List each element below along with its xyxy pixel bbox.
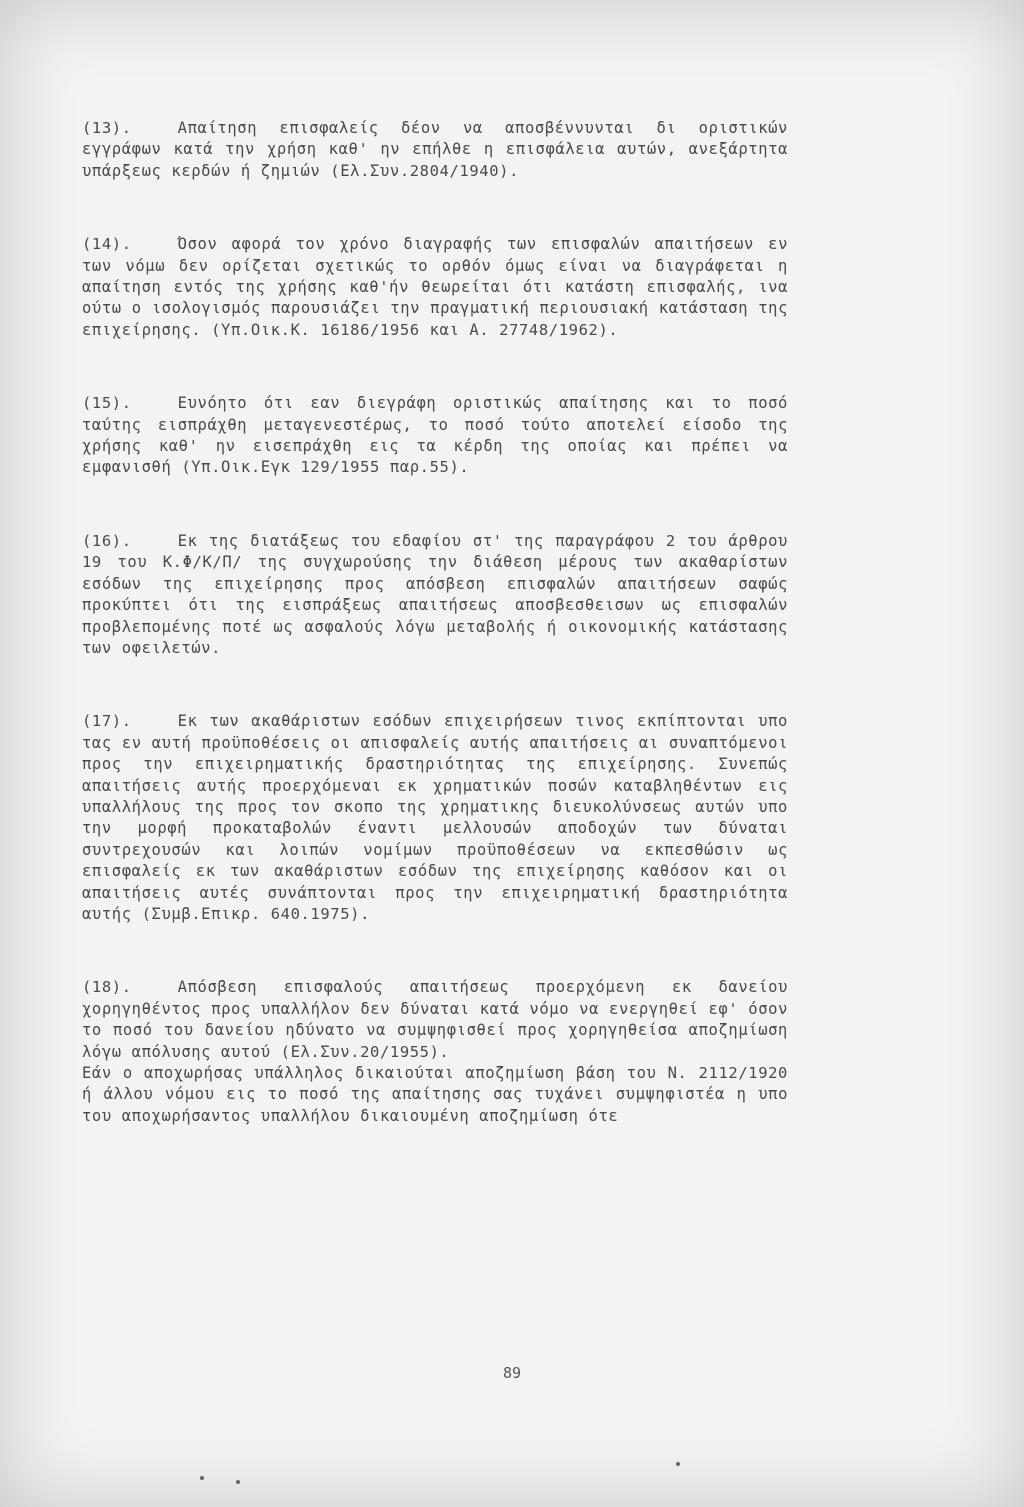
page-number: 89 bbox=[502, 1364, 522, 1382]
paragraph-number: (16). bbox=[82, 531, 132, 550]
paragraph-continuation: Εάν ο αποχωρήσας υπάλληλος δικαιούται αποζημίωση βάση του Ν. 2112/1920 ή άλλου νόμου εις το ποσό της απαίτησης σας τυχάνει συμψηφιστέα η υπο του αποχωρήσαντος υπαλλήλου δικαιουμένη αποζημίωση ότε bbox=[82, 1064, 788, 1125]
paragraph-number: (15). bbox=[82, 394, 132, 413]
paragraph-18 bbox=[82, 977, 788, 1063]
paragraph-text: Εκ της διατάξεως του εδαφίου στ' της παραγράφου 2 του άρθρου 19 του Κ.Φ/Κ/Π/ της συγχωρούσης την διάθεση μέρους των ακαθαρίστων εσόδων της επιχείρησης προς απόσβεση επισφαλών απαιτήσεων σαφώς προκύπτει ότι της εισπράξεως απαιτήσεως αποσβεσθεισων ως επισφαλών προβλεπομένης ποτέ ως ασφαλούς λόγω μεταβολής ή οικονομικής κατάστασης των οφειλετών. bbox=[82, 531, 788, 657]
paragraph-text: Απαίτηση επισφαλείς δέον να αποσβέννυνται δι οριστικών εγγράφων κατά την χρήση καθ' ην επήλθε η επισφάλεια αυτών, ανεξάρτητα υπάρξεως κερδών ή ζημιών (Ελ.Συν.2804/1940). bbox=[82, 119, 788, 180]
paragraph-text: Απόσβεση επισφαλούς απαιτήσεως προερχόμενη εκ δανείου χορηγηθέντος προς υπαλλήλον δεν δύναται κατά νόμο να ενεργηθεί εφ' όσον το ποσό του δανείου ηδύνατο να συμψηφισθεί προς χορηγηθείσα αποζημίωση λόγω απόλυσης αυτού (Ελ.Συν.20/1955). bbox=[82, 978, 788, 1061]
paragraph-15 bbox=[82, 393, 788, 479]
scan-speck bbox=[676, 1462, 680, 1466]
paragraph-number: (17). bbox=[82, 712, 132, 731]
document-body bbox=[82, 118, 788, 1127]
scan-speck bbox=[200, 1476, 204, 1480]
paragraph-16 bbox=[82, 531, 788, 659]
paragraph-number: (18). bbox=[82, 978, 132, 997]
paragraph-number: (13). bbox=[82, 119, 132, 137]
scan-speck bbox=[236, 1480, 240, 1484]
paragraph-number: (14). bbox=[82, 235, 132, 254]
paragraph-13 bbox=[82, 118, 788, 182]
paragraph-text: Ευνόητο ότι εαν διεγράφη οριστικώς απαίτησης και το ποσό ταύτης εισπράχθη μεταγενεστέρως, το ποσό τούτο αποτελεί είσοδο της χρήσης καθ' ην εισεπράχθη εις τα κέρδη της οποίας και πρέπει να εμφανισθή (Υπ.Οικ.Εγκ 129/1955 παρ.55). bbox=[82, 394, 788, 477]
paragraph-text: Όσον αφορά τον χρόνο διαγραφής των επισφαλών απαιτήσεων εν των νόμω δεν ορίζεται σχετικώς το ορθόν όμως είναι να διαγράφεται η απαίτηση εντός της χρήσης καθ'ήν θεωρείται ότι κατάστη επισφαλής, ινα ούτω ο ισολογισμός παρουσιάζει την πραγματική περιουσιακή κατάσταση της επιχείρησης. (Υπ.Οικ.Κ. 16186/1956 και Α. 27748/1962). bbox=[82, 235, 788, 339]
paragraph-17 bbox=[82, 711, 788, 925]
paragraph-text: Εκ των ακαθάριστων εσόδων επιχειρήσεων τινος εκπίπτονται υπο τας εν αυτή προϋποθέσεις οι απισφαλείς αυτής απαιτήσεις αι συναπτόμενοι προς την επιχειρηματικής δραστηριότητας της επιχείρησης. Συνεπώς απαιτήσεις αυτής προερχόμεναι εκ χρηματικών ποσών καταβληθέντων εις υπαλλήλους της προς τον σκοπο της χρηματικης διευκολύνσεως αυτών υπο την μορφή προκαταβολών έναντι μελλουσών αποδοχών των δύναται συντρεχουσών και λοιπών νομίμων προϋποθέσεων να εκπεσθώσιν ως επισφαλείς εκ των ακαθάριστων εσόδων της επιχείρησης καθόσον και οι απαιτήσεις αυτές συνάπτονται προς την επιχειρηματική δραστηριότητα αυτής (Συμβ.Επικρ. 640.1975). bbox=[82, 712, 788, 923]
paragraph-14 bbox=[82, 234, 788, 341]
